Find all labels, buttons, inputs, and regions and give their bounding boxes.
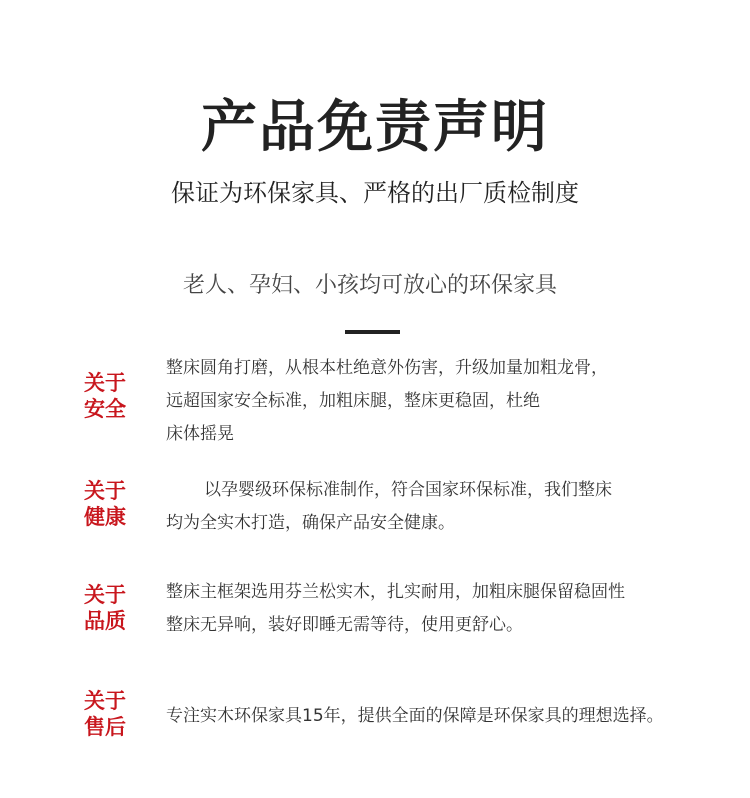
section-line: 整床无异响，装好即睡无需等待，使用更舒心。 xyxy=(166,615,523,635)
section-label-line1: 关于 xyxy=(84,583,126,607)
section-label xyxy=(84,478,134,530)
section-line: 整床主框架选用芬兰松实木，扎实耐用，加粗床腿保留稳固性 xyxy=(166,582,625,602)
section-label xyxy=(84,582,134,634)
section-label xyxy=(84,688,134,740)
section-label-line2: 售后 xyxy=(84,715,126,739)
section-line: 床体摇晃 xyxy=(166,424,234,444)
section-label-line1: 关于 xyxy=(84,689,126,713)
divider xyxy=(345,330,400,334)
section-label-line2: 健康 xyxy=(84,505,126,529)
section-text xyxy=(166,700,736,733)
section-label-line1: 关于 xyxy=(84,479,126,503)
section-label-line1: 关于 xyxy=(84,371,126,395)
section-label-line2: 品质 xyxy=(84,609,126,633)
section-line: 以孕婴级环保标准制作，符合国家环保标准，我们整床 xyxy=(204,480,612,500)
section-line: 整床圆角打磨，从根本杜绝意外伤害，升级加量加粗龙骨， xyxy=(166,358,608,378)
section-line: 远超国家安全标准，加粗床腿，整床更稳固，杜绝 xyxy=(166,391,540,411)
section-text xyxy=(166,352,736,451)
section-line: 均为全实木打造，确保产品安全健康。 xyxy=(166,513,455,533)
section-text xyxy=(166,576,736,642)
section-line: 专注实木环保家具15年，提供全面的保障是环保家具的理想选择。 xyxy=(166,706,664,726)
page-subtitle: 保证为环保家具、严格的出厂质检制度 xyxy=(171,179,579,207)
section-label-line2: 安全 xyxy=(84,397,126,421)
section-text xyxy=(166,474,736,540)
section-label xyxy=(84,370,134,422)
page-title: 产品免责声明 xyxy=(201,95,549,160)
tagline: 老人、孕妇、小孩均可放心的环保家具 xyxy=(182,273,557,298)
